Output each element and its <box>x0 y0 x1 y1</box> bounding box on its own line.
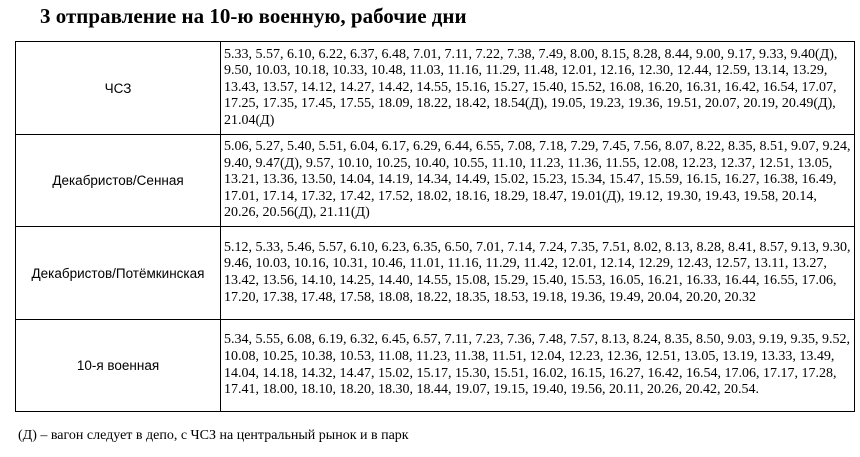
table-row <box>16 227 855 320</box>
departure-times: 5.06, 5.27, 5.40, 5.51, 6.04, 6.17, 6.29, 6.44, 6.55, 7.08, 7.18, 7.29, 7.45, 7.56, 8.07, 8.22, 8.35, 8.51, 9.07, 9.24, 9.40, 9.47(Д), 9.57, 10.10, 10.25, 10.40, 10.55, 11.10, 11.23, 11.36, 11.55, 12.08, 12.23, 12.37, 12.51, 13.05, 13.21, 13.36, 13.50, 14.04, 14.19, 14.34, 14.49, 15.02, 15.23, 15.34, 15.47, 15.59, 16.15, 16.27, 16.38, 16.49, 17.01, 17.14, 17.32, 17.42, 17.52, 18.02, 18.16, 18.29, 18.47, 19.01(Д), 19.12, 19.30, 19.43, 19.58, 20.14, 20.26, 20.56(Д), 21.11(Д) <box>221 135 855 227</box>
table-row <box>16 135 855 227</box>
table-row <box>16 42 855 135</box>
departure-times: 5.34, 5.55, 6.08, 6.19, 6.32, 6.45, 6.57, 7.11, 7.23, 7.36, 7.48, 7.57, 8.13, 8.24, 8.35, 8.50, 9.03, 9.19, 9.35, 9.52, 10.08, 10.25, 10.38, 10.53, 11.08, 11.23, 11.38, 11.51, 12.04, 12.23, 12.36, 12.51, 13.05, 13.19, 13.33, 13.49, 14.04, 14.18, 14.32, 14.47, 15.02, 15.17, 15.30, 15.51, 16.02, 16.15, 16.27, 16.42, 16.54, 17.06, 17.17, 17.28, 17.41, 18.00, 18.10, 18.20, 18.30, 18.44, 19.07, 19.15, 19.40, 19.56, 20.11, 20.26, 20.42, 20.54. <box>221 320 855 412</box>
stop-name: ЧСЗ <box>16 42 221 135</box>
page-title: 3 отправление на 10-ю военную, рабочие дни <box>40 4 467 28</box>
footnote: (Д) – вагон следует в депо, с ЧСЗ на центральный рынок и в парк <box>18 428 409 443</box>
stop-name: Декабристов/Потёмкинская <box>16 227 221 320</box>
departure-times: 5.33, 5.57, 6.10, 6.22, 6.37, 6.48, 7.01, 7.11, 7.22, 7.38, 7.49, 8.00, 8.15, 8.28, 8.44, 9.00, 9.17, 9.33, 9.40(Д), 9.50, 10.03, 10.18, 10.33, 10.48, 11.03, 11.16, 11.29, 11.48, 12.01, 12.16, 12.30, 12.44, 12.59, 13.14, 13.29, 13.43, 13.57, 14.12, 14.27, 14.42, 14.55, 15.16, 15.27, 15.40, 15.52, 16.08, 16.20, 16.31, 16.42, 16.54, 17.07, 17.25, 17.35, 17.45, 17.55, 18.09, 18.22, 18.42, 18.54(Д), 19.05, 19.23, 19.36, 19.51, 20.07, 20.19, 20.49(Д), 21.04(Д) <box>221 42 855 135</box>
table-row <box>16 320 855 412</box>
schedule-table <box>15 41 855 412</box>
stop-name: Декабристов/Сенная <box>16 135 221 227</box>
departure-times: 5.12, 5.33, 5.46, 5.57, 6.10, 6.23, 6.35, 6.50, 7.01, 7.14, 7.24, 7.35, 7.51, 8.02, 8.13, 8.28, 8.41, 8.57, 9.13, 9.30, 9.46, 10.03, 10.16, 10.31, 10.46, 11.01, 11.16, 11.29, 11.42, 12.01, 12.14, 12.29, 12.43, 12.57, 13.11, 13.27, 13.42, 13.56, 14.10, 14.25, 14.40, 14.55, 15.08, 15.29, 15.40, 15.53, 16.05, 16.21, 16.33, 16.44, 16.55, 17.06, 17.20, 17.38, 17.48, 17.58, 18.08, 18.22, 18.35, 18.53, 19.18, 19.36, 19.49, 20.04, 20.20, 20.32 <box>221 227 855 320</box>
stop-name: 10-я военная <box>16 320 221 412</box>
